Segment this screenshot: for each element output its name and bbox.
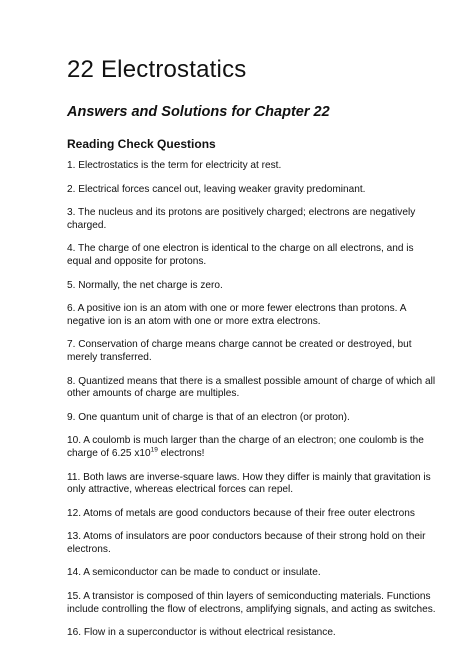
answer-text: 5. Normally, the net charge is zero. <box>67 279 223 291</box>
answer-text: 12. Atoms of metals are good conductors because of their free outer electrons <box>67 507 415 519</box>
answer-text: 3. The nucleus and its protons are positively charged; electrons are negatively charged. <box>67 207 416 231</box>
answer-text: 7. Conservation of charge means charge cannot be created or destroyed, but merely transferred. <box>67 339 412 363</box>
answer-item <box>67 472 437 497</box>
answer-text: 2. Electrical forces cancel out, leaving weaker gravity predominant. <box>67 183 366 195</box>
answer-item <box>67 508 437 521</box>
answer-text-suffix: electrons! <box>157 447 205 459</box>
answer-item <box>67 531 437 556</box>
answer-item <box>67 591 437 616</box>
chapter-title: 22 Electrostatics <box>67 56 247 83</box>
answer-text: 10. A coulomb is much larger than the charge of an electron; one coulomb is the charge of 6.25 x10 <box>67 435 424 459</box>
answer-text: 11. Both laws are inverse-square laws. How they differ is mainly that gravitation is only attractive, whereas electrical forces can repel. <box>67 471 431 496</box>
exponent: 19 <box>150 446 158 454</box>
answer-text: 14. A semiconductor can be made to conduct or insulate. <box>67 567 321 579</box>
answer-text: 6. A positive ion is an atom with one or more fewer electrons than protons. A negative ion is an atom with one or more extra electrons. <box>67 303 406 327</box>
answer-text: 15. A transistor is composed of thin layers of semiconducting materials. Functions include controlling the flow of electrons, amplifying signals, and acting as switches. <box>67 591 436 615</box>
answer-item <box>67 280 437 293</box>
answer-text: 13. Atoms of insulators are poor conductors because of their strong hold on their electrons. <box>67 531 426 555</box>
answer-text: 8. Quantized means that there is a smallest possible amount of charge of which all other amounts of charge are multiples. <box>67 375 436 400</box>
answer-item <box>67 412 437 425</box>
answer-text: 9. One quantum unit of charge is that of an electron (or proton). <box>67 411 350 423</box>
chapter-subtitle: Answers and Solutions for Chapter 22 <box>67 104 330 120</box>
answer-item <box>67 303 437 328</box>
answer-item <box>67 160 437 173</box>
answer-item <box>67 339 437 364</box>
answer-item <box>67 376 437 401</box>
answer-item <box>67 435 437 460</box>
answer-text: 16. Flow in a superconductor is without electrical resistance. <box>67 627 336 639</box>
answer-list <box>67 160 437 640</box>
answer-item <box>67 207 437 232</box>
document-page <box>67 56 437 651</box>
answer-item <box>67 184 437 197</box>
answer-item <box>67 243 437 268</box>
answer-text: 4. The charge of one electron is identical to the charge on all electrons, and is equal and opposite for protons. <box>67 243 414 267</box>
section-heading: Reading Check Questions <box>67 137 216 151</box>
answer-item <box>67 627 437 640</box>
answer-text: 1. Electrostatics is the term for electricity at rest. <box>67 160 282 171</box>
answer-item <box>67 567 437 580</box>
